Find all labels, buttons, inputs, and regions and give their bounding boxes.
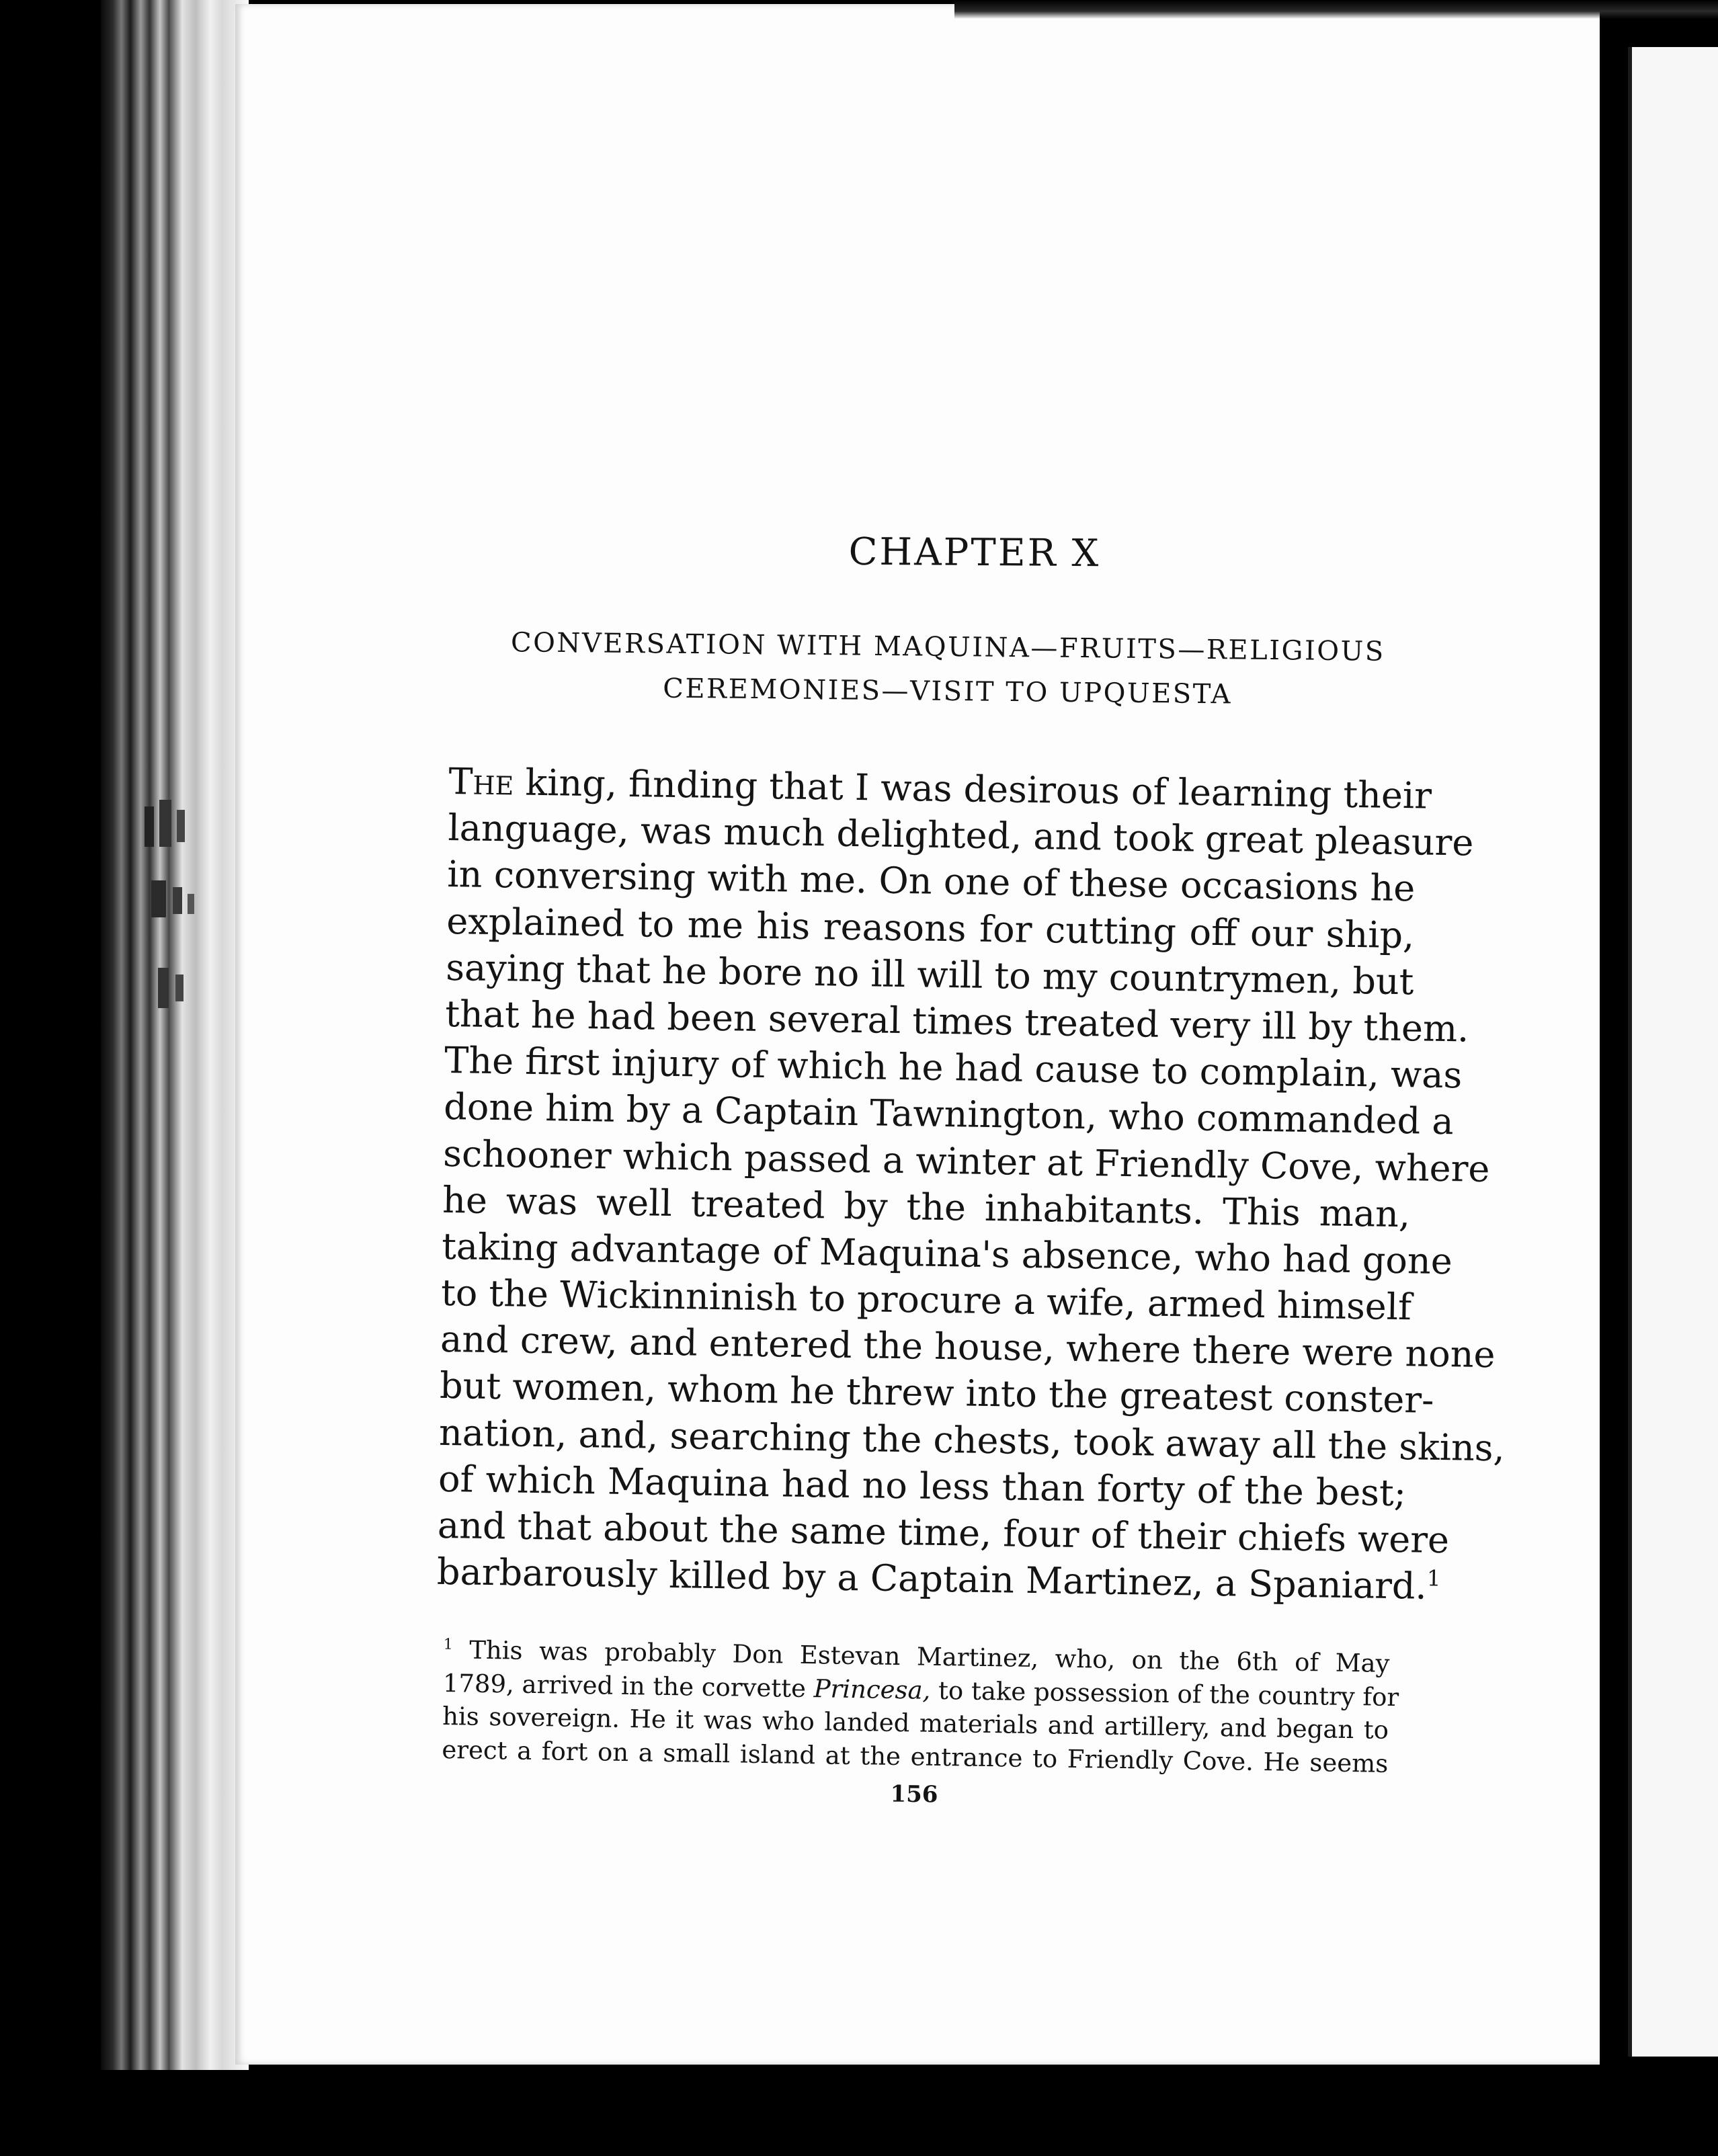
body-line: The first injury of which he had cause to complain, was <box>444 1039 1463 1097</box>
chapter-title: CHAPTER X <box>848 530 1101 576</box>
body-line: of which Maquina had no less than forty of the best; <box>438 1457 1407 1515</box>
body-line: nation, and, searching the chests, took away all the skins, <box>438 1411 1506 1470</box>
body-line-text: barbarously killed by a Captain Martinez, a Spaniard. <box>436 1550 1428 1608</box>
body-line: language, was much delighted, and took great pleasure <box>447 806 1474 864</box>
body-paragraph <box>436 758 1506 1610</box>
body-line: taking advantage of Maquina's absence, who had gone <box>441 1225 1453 1283</box>
footnote-marker: 1 <box>443 1635 454 1653</box>
body-line: but women, whom he threw into the greatest conster- <box>439 1364 1434 1422</box>
body-line: in conversing with me. On one of these occasions he <box>446 853 1416 910</box>
chapter-subtitle <box>456 620 1438 718</box>
footnote-reference[interactable]: 1 <box>1426 1565 1441 1591</box>
body-line: done him by a Captain Tawnington, who commanded a <box>443 1085 1455 1143</box>
body-line: schooner which passed a winter at Friendly Cove, where <box>442 1132 1490 1190</box>
body-line-text: king, finding that I was desirous of learning their <box>513 761 1432 817</box>
body-line: saying that he bore no ill will to my countrymen, but <box>445 946 1414 1003</box>
page-number: 156 <box>890 1780 938 1809</box>
adjacent-page-edge <box>1628 47 1718 2057</box>
chapter-subtitle-line: CEREMONIES—VISIT TO UPQUESTA <box>662 673 1233 710</box>
footnote-text: 1789, arrived in the corvette <box>442 1668 815 1703</box>
footnote <box>442 1633 1399 1780</box>
chapter-subtitle-line: CONVERSATION WITH MAQUINA—FRUITS—RELIGIOUS <box>510 627 1385 667</box>
footnote-text: to take possession of the country for <box>930 1675 1399 1712</box>
footnote-line: erect a fort on a small island at the entrance to Friendly Cove. He seems <box>442 1735 1389 1778</box>
footnote-text: This was probably Don Estevan Martinez, who, on the 6th of May <box>452 1635 1390 1678</box>
body-line: and crew, and entered the house, where there were none <box>440 1318 1496 1376</box>
footnote-line: his sovereign. He it was who landed materials and artillery, and began to <box>442 1701 1389 1745</box>
show-through-marks <box>138 793 225 1048</box>
top-binding-shadow <box>954 0 1718 19</box>
body-line: he was well treated by the inhabitants. This man, <box>442 1178 1411 1235</box>
opening-word: The <box>448 759 514 804</box>
body-line: that he had been several times treated very ill by them. <box>444 992 1469 1050</box>
ship-name: Princesa, <box>813 1673 931 1705</box>
body-line: and that about the same time, four of their chiefs were <box>437 1503 1450 1562</box>
body-line: to the Wickinninish to procure a wife, armed himself <box>440 1271 1412 1329</box>
body-line: explained to me his reasons for cutting off our ship, <box>446 899 1415 956</box>
